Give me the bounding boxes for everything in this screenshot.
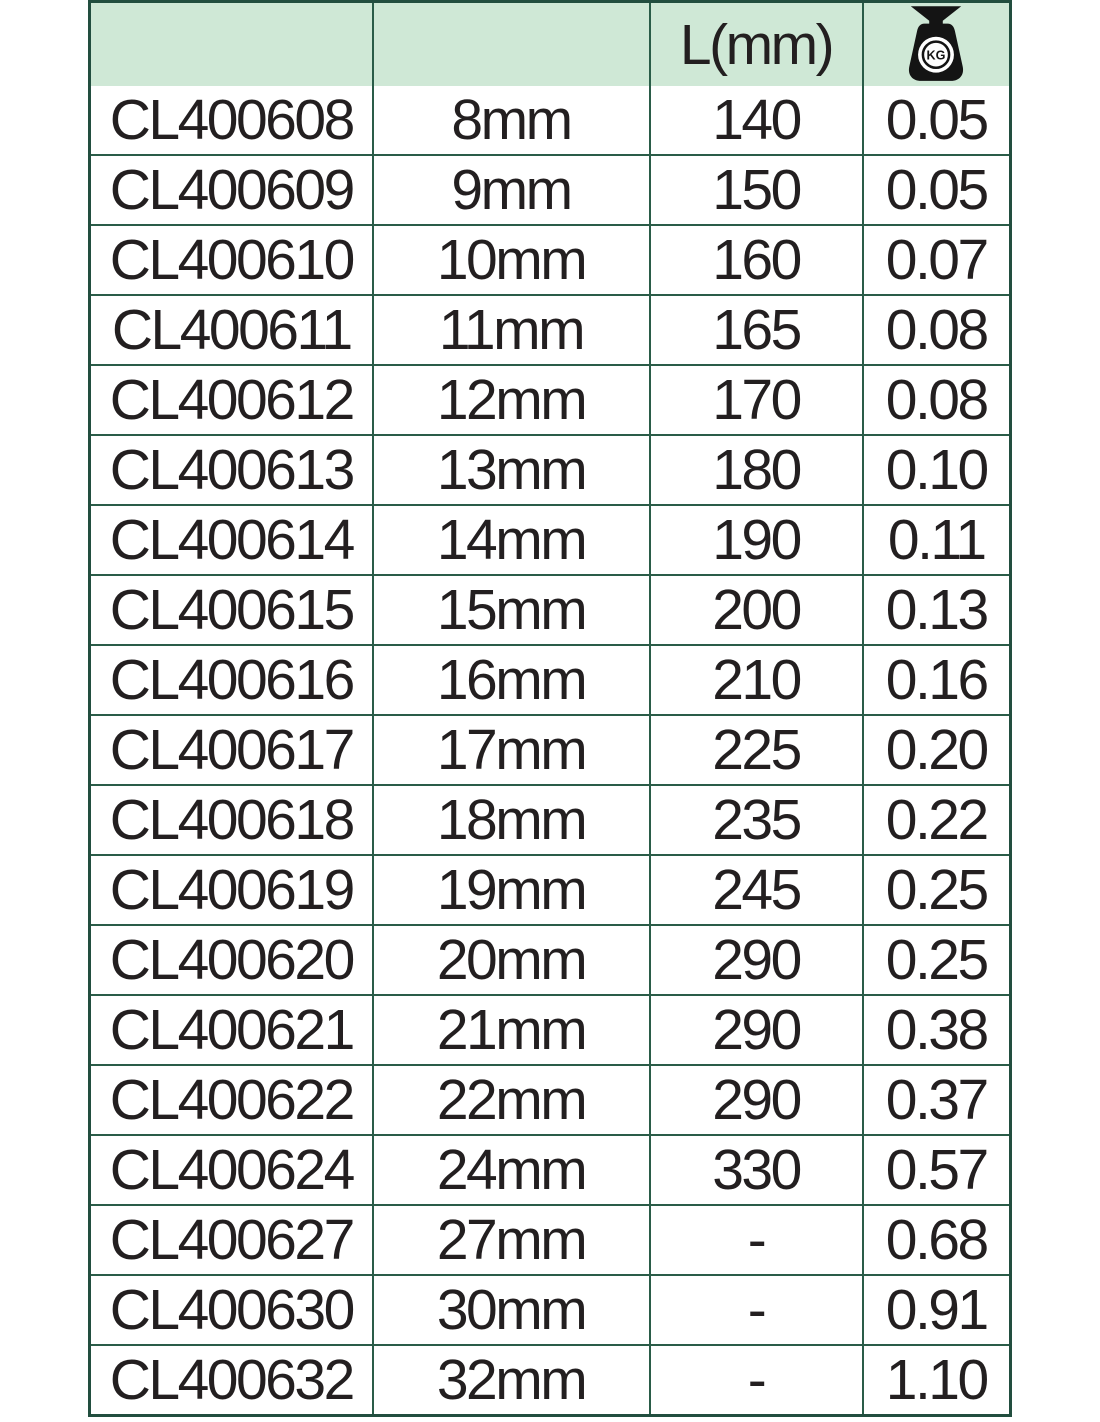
- cell-weight: 0.08: [863, 295, 1011, 365]
- cell-weight: 0.57: [863, 1135, 1011, 1205]
- cell-size: 15mm: [373, 575, 650, 645]
- table-row: [90, 925, 1011, 995]
- cell-code: CL400622: [90, 1065, 373, 1135]
- cell-code: CL400624: [90, 1135, 373, 1205]
- cell-length: 235: [650, 785, 863, 855]
- cell-weight: 0.05: [863, 155, 1011, 225]
- cell-size: 22mm: [373, 1065, 650, 1135]
- cell-length: 190: [650, 505, 863, 575]
- cell-code: CL400612: [90, 365, 373, 435]
- cell-code: CL400627: [90, 1205, 373, 1275]
- cell-size: 8mm: [373, 86, 650, 155]
- cell-weight: 0.16: [863, 645, 1011, 715]
- header-length-label: L(mm): [650, 2, 863, 87]
- table-row: [90, 785, 1011, 855]
- table-row: [90, 295, 1011, 365]
- cell-code: CL400610: [90, 225, 373, 295]
- table-row: [90, 225, 1011, 295]
- cell-size: 13mm: [373, 435, 650, 505]
- table-header: [90, 2, 1011, 87]
- cell-weight: 0.07: [863, 225, 1011, 295]
- cell-weight: 0.38: [863, 995, 1011, 1065]
- table-row: [90, 1275, 1011, 1345]
- cell-weight: 0.91: [863, 1275, 1011, 1345]
- table-row: [90, 1135, 1011, 1205]
- cell-size: 20mm: [373, 925, 650, 995]
- cell-length: 200: [650, 575, 863, 645]
- cell-code: CL400614: [90, 505, 373, 575]
- cell-size: 18mm: [373, 785, 650, 855]
- header-size: [373, 2, 650, 87]
- cell-size: 17mm: [373, 715, 650, 785]
- table-row: [90, 995, 1011, 1065]
- cell-size: 12mm: [373, 365, 650, 435]
- cell-weight: 0.05: [863, 86, 1011, 155]
- cell-weight: 0.10: [863, 435, 1011, 505]
- cell-code: CL400613: [90, 435, 373, 505]
- table-row: [90, 645, 1011, 715]
- cell-length: 165: [650, 295, 863, 365]
- table-row: [90, 435, 1011, 505]
- table-row: [90, 1205, 1011, 1275]
- cell-length: 170: [650, 365, 863, 435]
- cell-length: 180: [650, 435, 863, 505]
- cell-length: 150: [650, 155, 863, 225]
- cell-code: CL400608: [90, 86, 373, 155]
- cell-weight: 0.37: [863, 1065, 1011, 1135]
- cell-size: 16mm: [373, 645, 650, 715]
- cell-length: -: [650, 1345, 863, 1416]
- cell-code: CL400618: [90, 785, 373, 855]
- cell-length: 290: [650, 1065, 863, 1135]
- cell-length: 290: [650, 925, 863, 995]
- cell-code: CL400615: [90, 575, 373, 645]
- cell-length: 290: [650, 995, 863, 1065]
- product-spec-table: [88, 0, 1012, 1417]
- cell-length: 160: [650, 225, 863, 295]
- cell-weight: 0.08: [863, 365, 1011, 435]
- cell-size: 24mm: [373, 1135, 650, 1205]
- table-row: [90, 1065, 1011, 1135]
- cell-code: CL400617: [90, 715, 373, 785]
- table-row: [90, 575, 1011, 645]
- cell-weight: 0.13: [863, 575, 1011, 645]
- cell-code: CL400619: [90, 855, 373, 925]
- spec-table-body: [90, 86, 1011, 1416]
- cell-size: 30mm: [373, 1275, 650, 1345]
- table-row: [90, 86, 1011, 155]
- table-row: [90, 365, 1011, 435]
- cell-code: CL400620: [90, 925, 373, 995]
- cell-length: 245: [650, 855, 863, 925]
- cell-weight: 0.22: [863, 785, 1011, 855]
- cell-weight: 0.25: [863, 925, 1011, 995]
- cell-weight: 0.68: [863, 1205, 1011, 1275]
- cell-length: 225: [650, 715, 863, 785]
- cell-size: 14mm: [373, 505, 650, 575]
- cell-length: 140: [650, 86, 863, 155]
- header-weight: [863, 2, 1011, 87]
- cell-size: 9mm: [373, 155, 650, 225]
- cell-length: 210: [650, 645, 863, 715]
- cell-length: -: [650, 1275, 863, 1345]
- cell-code: CL400611: [90, 295, 373, 365]
- cell-weight: 0.20: [863, 715, 1011, 785]
- cell-length: 330: [650, 1135, 863, 1205]
- header-row: [90, 2, 1011, 87]
- cell-weight: 1.10: [863, 1345, 1011, 1416]
- cell-size: 11mm: [373, 295, 650, 365]
- cell-weight: 0.11: [863, 505, 1011, 575]
- cell-weight: 0.25: [863, 855, 1011, 925]
- cell-length: -: [650, 1205, 863, 1275]
- cell-size: 19mm: [373, 855, 650, 925]
- table-row: [90, 1345, 1011, 1416]
- header-code: [90, 2, 373, 87]
- table-row: [90, 855, 1011, 925]
- kg-icon-label: KG: [926, 48, 946, 63]
- table-row: [90, 155, 1011, 225]
- cell-size: 32mm: [373, 1345, 650, 1416]
- cell-code: CL400609: [90, 155, 373, 225]
- table-row: [90, 715, 1011, 785]
- cell-code: CL400616: [90, 645, 373, 715]
- cell-code: CL400621: [90, 995, 373, 1065]
- cell-code: CL400632: [90, 1345, 373, 1416]
- cell-code: CL400630: [90, 1275, 373, 1345]
- kg-scale-icon: [904, 5, 968, 85]
- cell-size: 21mm: [373, 995, 650, 1065]
- cell-size: 27mm: [373, 1205, 650, 1275]
- cell-size: 10mm: [373, 225, 650, 295]
- table-row: [90, 505, 1011, 575]
